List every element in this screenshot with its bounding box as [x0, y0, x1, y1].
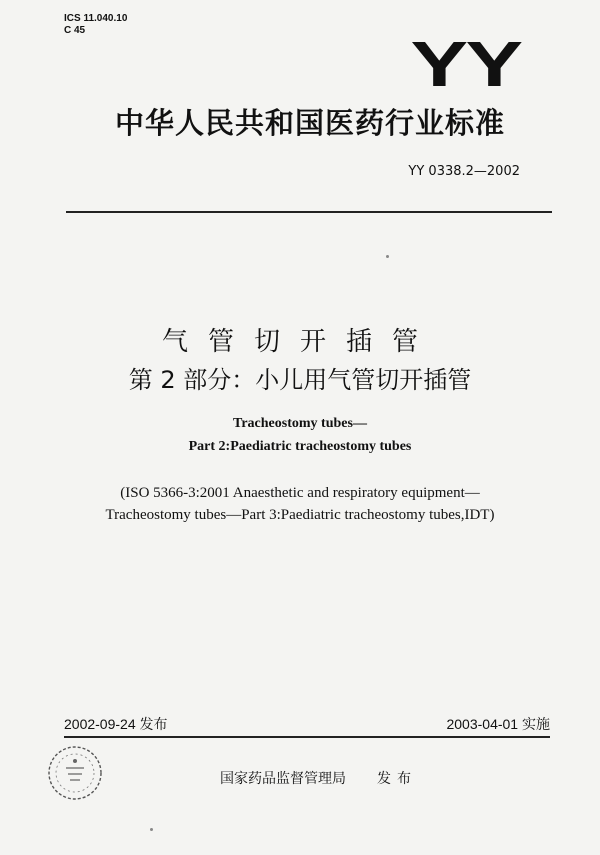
footer-divider	[64, 736, 550, 738]
yy-logo: YY	[410, 28, 520, 100]
scan-speck	[386, 255, 389, 258]
iso-reference-line-2: Tracheostomy tubes—Part 3:Paediatric tracheostomy tubes,IDT)	[105, 507, 495, 523]
class-code: C 45	[64, 25, 86, 36]
scan-speck	[150, 828, 153, 831]
issue-date: 2002-09-24 发布	[64, 716, 168, 732]
standard-number: YY 0338.2—2002	[408, 164, 520, 179]
header-divider	[66, 211, 552, 213]
classification-codes	[64, 13, 127, 37]
en-title-line-2: Part 2:Paediatric tracheostomy tubes	[188, 439, 412, 454]
cn-title-line-2: 第 2 部分：小儿用气管切开插管	[128, 366, 472, 394]
ics-code: ICS 11.040.10	[64, 13, 128, 24]
standard-category: 中华人民共和国医药行业标准	[114, 106, 505, 140]
iso-reference-line-1: (ISO 5366-3:2001 Anaesthetic and respiratory equipment—	[120, 485, 480, 501]
official-seal-icon	[46, 744, 104, 802]
issuing-authority: 国家药品监督管理局	[220, 771, 346, 787]
publish-label: 发布	[377, 771, 417, 787]
cn-title-line-1: 气管切开插管	[161, 327, 438, 357]
implementation-date: 2003-04-01 实施	[446, 716, 550, 732]
en-title-line-1: Tracheostomy tubes—	[233, 416, 367, 431]
